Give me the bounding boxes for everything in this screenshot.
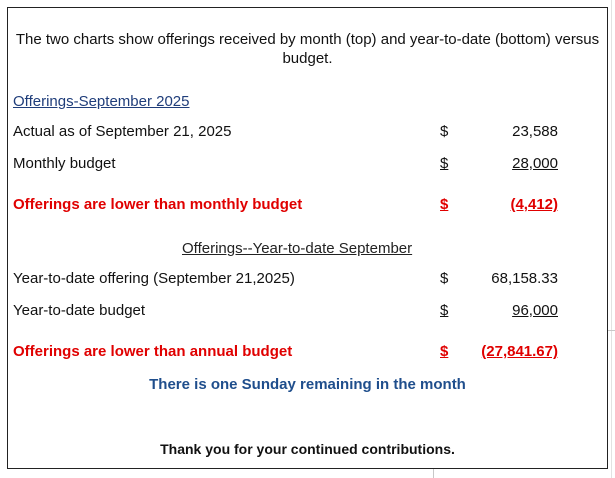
monthly-heading: Offerings-September 2025 [13,93,190,110]
ytd-budget-currency: $ [440,302,449,319]
ytd-offering-currency: $ [440,270,449,287]
monthly-variance-value: (4,412) [510,196,558,213]
monthly-budget-value: 28,000 [512,155,558,172]
annual-variance-label: Offerings are lower than annual budget [13,343,293,360]
annual-variance-value: (27,841.67) [481,343,558,360]
thanks-text: Thank you for your continued contributions. [160,441,455,457]
sunday-note: There is one Sunday remaining in the month [149,376,466,393]
ytd-offering-label: Year-to-date offering (September 21,2025) [13,270,295,287]
actual-label: Actual as of September 21, 2025 [13,123,232,140]
actual-value: 23,588 [512,123,558,140]
ytd-heading: Offerings--Year-to-date September [182,240,413,257]
ytd-budget-label: Year-to-date budget [13,302,146,319]
intro-text: The two charts show offerings received by month (top) and year-to-date (bottom) versus budget. [15,31,600,67]
monthly-budget-label: Monthly budget [13,155,116,172]
gridline [433,469,434,478]
monthly-variance-currency: $ [440,196,449,213]
ytd-budget-value: 96,000 [512,302,558,319]
monthly-budget-currency: $ [440,155,449,172]
monthly-variance-label: Offerings are lower than monthly budget [13,196,303,213]
ytd-offering-value: 68,158.33 [491,270,558,287]
annual-variance-currency: $ [440,343,449,360]
report-box [7,7,608,469]
gridline [608,330,615,331]
gridline [611,0,612,478]
actual-currency: $ [440,123,449,140]
